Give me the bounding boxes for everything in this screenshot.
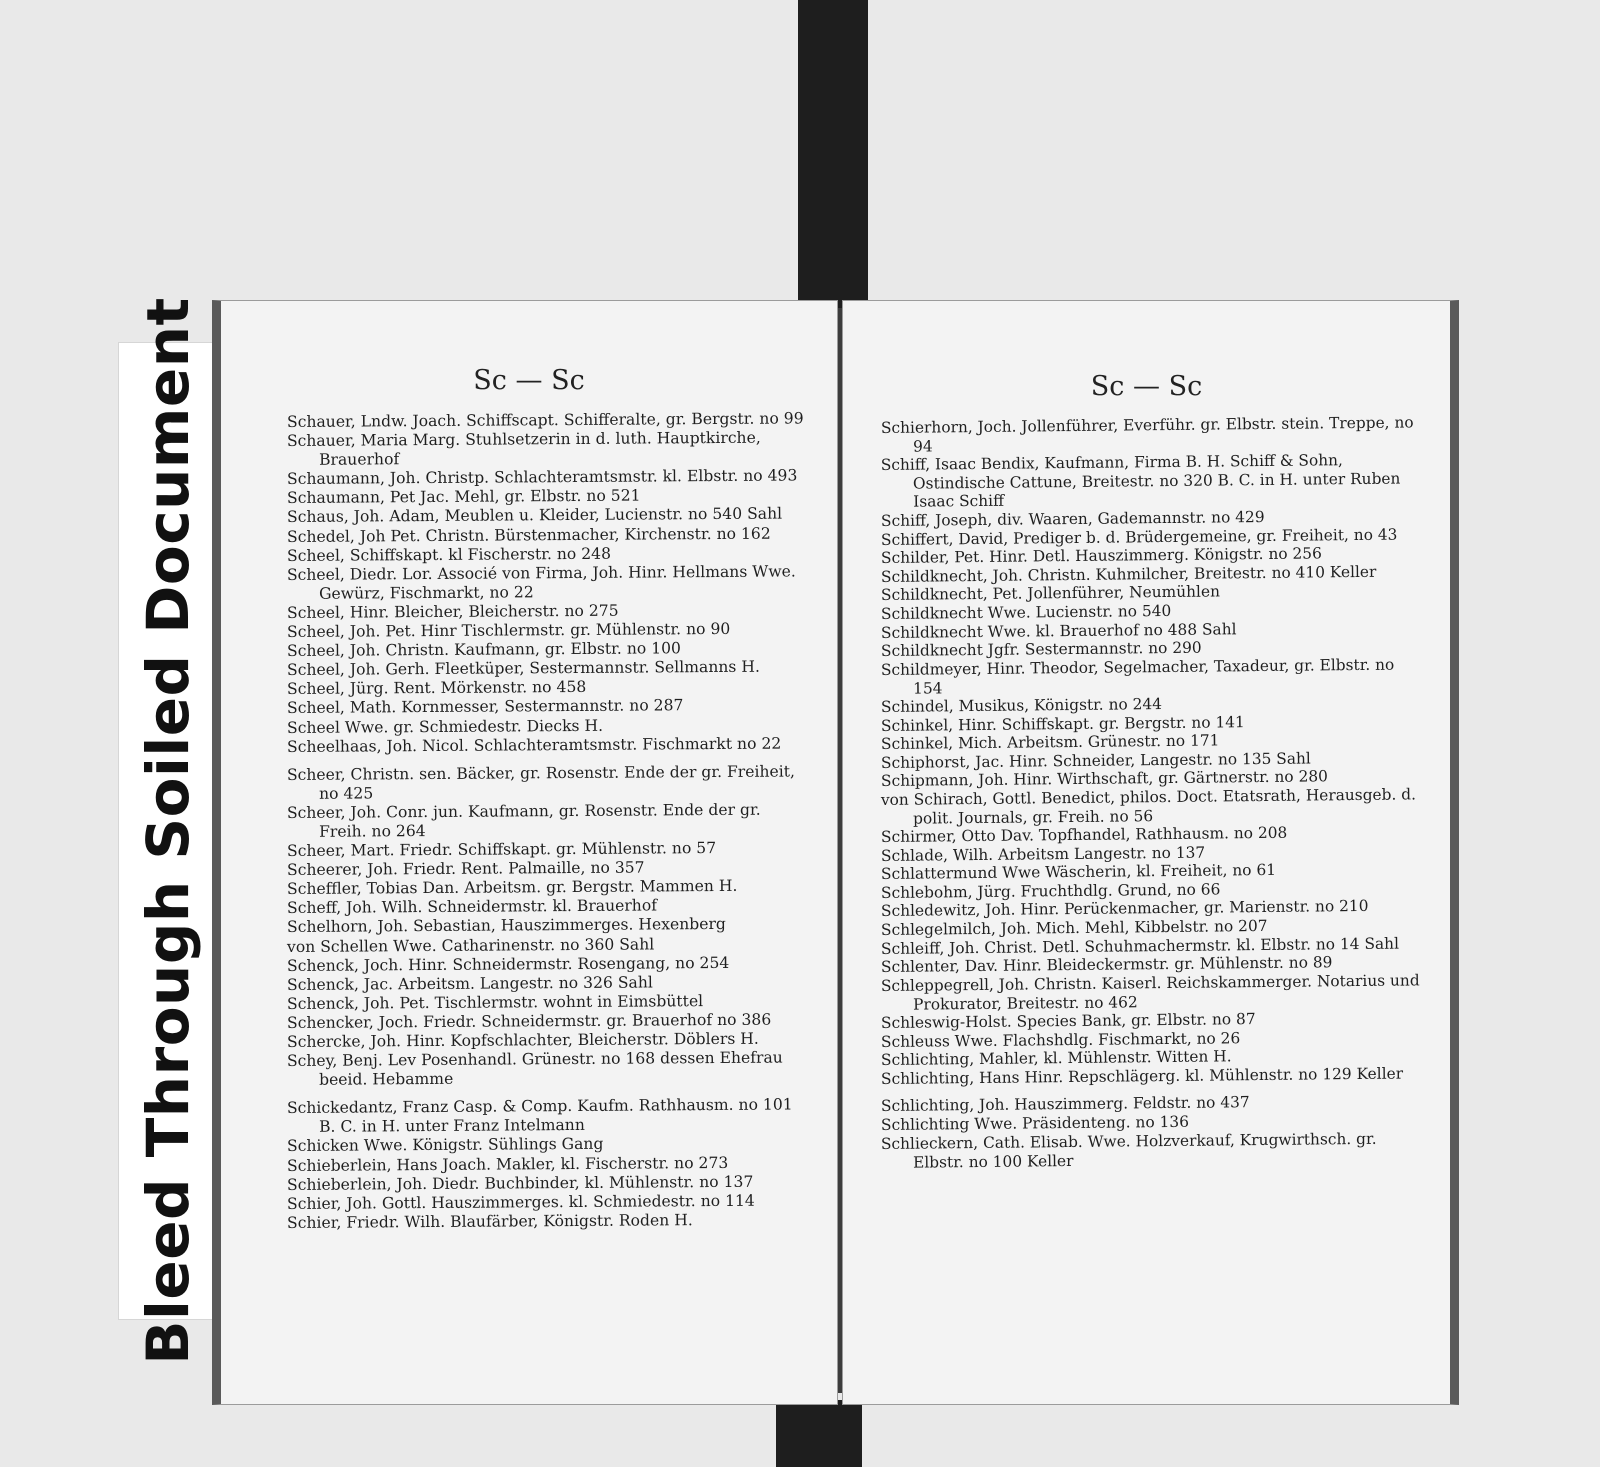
directory-entry: Schauer, Lndw. Joach. Schiffscapt. Schifferalte, gr. Bergstr. no 99	[286, 409, 804, 431]
directory-entry: Schildknecht Wwe. Lucienstr. no 540	[880, 601, 1172, 623]
directory-entry: Schlichting, Joh. Hauszimmerg. Feldstr. no 437	[880, 1093, 1250, 1116]
directory-entry: Schier, Joh. Gottl. Hauszimmerges. kl. Schmiedestr. no 114	[286, 1191, 755, 1213]
directory-entry: Schenck, Jac. Arbeitsm. Langestr. no 326 Sahl	[286, 973, 653, 994]
directory-entry: Schinkel, Mich. Arbeitsm. Grünestr. no 171	[880, 731, 1220, 754]
directory-entry: von Schirach, Gottl. Benedict, philos. Doct. Etatsrath, Herausgeb. d. polit. Journals, gr. Freih. no 56	[880, 785, 1417, 828]
directory-entry: Schaus, Joh. Adam, Meublen u. Kleider, Lucienstr. no 540 Sahl	[286, 505, 783, 527]
directory-entry: Schickedantz, Franz Casp. & Comp. Kaufm. Rathhausm. no 101 B. C. in H. unter Franz Intelmann	[286, 1095, 793, 1137]
right-page	[842, 300, 1459, 1405]
directory-entry: Schildknecht, Joh. Christn. Kuhmilcher, Breitestr. no 410 Keller	[880, 562, 1377, 586]
directory-entry: Schleuss Wwe. Flachshdlg. Fischmarkt, no 26	[880, 1028, 1241, 1051]
directory-entry: Scheel, Joh. Christn. Kaufmann, gr. Elbstr. no 100	[286, 639, 682, 661]
directory-entry: Schiphorst, Jac. Hinr. Schneider, Langestr. no 135 Sahl	[880, 749, 1311, 772]
directory-entry: Scheel, Schiffskapt. kl Fischerstr. no 248	[286, 544, 612, 565]
directory-entry: Schieberlein, Joh. Diedr. Buchbinder, kl. Mühlenstr. no 137	[286, 1172, 754, 1194]
directory-entry: Scheelhaas, Joh. Nicol. Schlachteramtsmstr. Fischmarkt no 22	[286, 734, 782, 756]
directory-entry: Schieberlein, Hans Joach. Makler, kl. Fischerstr. no 273	[286, 1153, 729, 1175]
directory-entry: Schiffert, David, Prediger b. d. Brüdergemeine, gr. Freiheit, no 43	[880, 525, 1398, 549]
directory-entry: Scheel, Joh. Pet. Hinr Tischlermstr. gr. Mühlenstr. no 90	[286, 619, 731, 642]
directory-entry: Schlichting Wwe. Präsidenteng. no 136	[880, 1112, 1190, 1134]
directory-entry: Schlichting, Mahler, kl. Mühlenstr. Witten H.	[880, 1047, 1232, 1070]
left-entry-list	[286, 409, 807, 1233]
directory-entry: Schildknecht, Pet. Jollenführer, Neumühlen	[880, 582, 1221, 605]
directory-entry: Schlegelmilch, Joh. Mich. Mehl, Kibbelstr. no 207	[880, 916, 1268, 940]
directory-entry: Schenck, Joh. Pet. Tischlermstr. wohnt in Eimsbüttel	[286, 991, 704, 1013]
directory-entry: Schleiff, Joh. Christ. Detl. Schuhmachermstr. kl. Elbstr. no 14 Sahl	[880, 934, 1400, 958]
directory-entry: Schleswig-Holst. Species Bank, gr. Elbstr. no 87	[880, 1010, 1256, 1032]
directory-entry: Scheel, Math. Kornmesser, Sestermannstr. no 287	[286, 696, 684, 718]
directory-entry: Schenck, Joch. Hinr. Schneidermstr. Rosengang, no 254	[286, 953, 730, 975]
directory-entry: Schaumann, Joh. Christp. Schlachteramtsmstr. kl. Elbstr. no 493	[286, 466, 798, 489]
directory-entry: Scheer, Mart. Friedr. Schiffskapt. gr. Mühlenstr. no 57	[286, 839, 717, 861]
right-page-header: Sc — Sc	[1090, 371, 1203, 402]
directory-entry: Scheer, Christn. sen. Bäcker, gr. Rosenstr. Ende der gr. Freiheit, no 425	[286, 762, 795, 803]
directory-entry: Schencker, Joch. Friedr. Schneidermstr. gr. Brauerhof no 386	[286, 1010, 772, 1032]
directory-entry: von Schellen Wwe. Catharinenstr. no 360 Sahl	[286, 934, 655, 956]
directory-entry: Scheer, Joh. Conr. jun. Kaufmann, gr. Rosenstr. Ende der gr. Freih. no 264	[286, 800, 761, 841]
directory-entry: Scheff, Joh. Wilh. Schneidermstr. kl. Brauerhof	[286, 896, 658, 918]
directory-entry: Schlade, Wilh. Arbeitsm Langestr. no 137	[880, 843, 1206, 865]
directory-entry: Schelhorn, Joh. Sebastian, Hauszimmerges. Hexenberg	[286, 915, 726, 937]
directory-entry: Scheerer, Joh. Friedr. Rent. Palmaille, no 357	[286, 858, 645, 880]
directory-entry: Scheel, Joh. Gerh. Fleetküper, Sestermannstr. Sellmanns H.	[286, 657, 760, 680]
directory-entry: Schlieckern, Cath. Elisab. Wwe. Holzverkauf, Krugwirthsch. gr. Elbstr. no 100 Keller	[880, 1129, 1377, 1171]
directory-entry: Schiff, Joseph, div. Waaren, Gademannstr. no 429	[880, 507, 1265, 530]
directory-entry: Schlattermund Wwe Wäscherin, kl. Freiheit, no 61	[880, 861, 1277, 884]
spine-strip-bottom	[776, 1400, 862, 1467]
directory-entry: Schedel, Joh Pet. Christn. Bürstenmacher, Kirchenstr. no 162	[286, 524, 771, 546]
directory-entry: Schlichting, Hans Hinr. Repschlägerg. kl. Mühlenstr. no 129 Keller	[880, 1064, 1404, 1088]
directory-entry: Schirmer, Otto Dav. Topfhandel, Rathhausm. no 208	[880, 823, 1288, 847]
directory-entry: Schicken Wwe. Königstr. Sühlings Gang	[286, 1135, 604, 1156]
book-spread	[212, 300, 1459, 1405]
directory-entry: Scheffler, Tobias Dan. Arbeitsm. gr. Bergstr. Mammen H.	[286, 877, 738, 899]
directory-entry: Scheel, Hinr. Bleicher, Bleicherstr. no 275	[286, 601, 619, 622]
directory-entry: Schierhorn, Joch. Jollenführer, Everführ. gr. Elbstr. stein. Treppe, no 94	[880, 413, 1414, 456]
directory-entry: Schercke, Joh. Hinr. Kopfschlachter, Bleicherstr. Döblers H.	[286, 1029, 759, 1051]
directory-entry: Schleppegrell, Joh. Christn. Kaiserl. Reichskammerger. Notarius und Prokurator, Breitestr. no 462	[880, 971, 1420, 1014]
directory-entry: Schlebohm, Jürg. Fruchthdlg. Grund, no 66	[880, 880, 1221, 902]
directory-entry: Schindel, Musikus, Königstr. no 244	[880, 694, 1163, 716]
directory-entry: Scheel, Diedr. Lor. Associé von Firma, Joh. Hinr. Hellmans Wwe. Gewürz, Fischmarkt, no 22	[286, 562, 796, 603]
directory-entry: Schilder, Pet. Hinr. Detl. Hauszimmerg. Königstr. no 256	[880, 544, 1322, 568]
directory-entry: Schaumann, Pet Jac. Mehl, gr. Elbstr. no 521	[286, 486, 641, 508]
right-entry-list	[880, 413, 1421, 1172]
directory-entry: Scheel, Jürg. Rent. Mörkenstr. no 458	[286, 678, 587, 699]
directory-entry: Schier, Friedr. Wilh. Blaufärber, Königstr. Roden H.	[286, 1211, 693, 1232]
directory-entry: Schlenter, Dav. Hinr. Bleideckermstr. gr. Mühlenstr. no 89	[880, 953, 1333, 977]
directory-entry: Schipmann, Joh. Hinr. Wirthschaft, gr. Gärtnerstr. no 280	[880, 767, 1329, 791]
directory-entry: Schildmeyer, Hinr. Theodor, Segelmacher, Taxadeur, gr. Elbstr. no 154	[880, 655, 1395, 697]
spine-strip-top	[798, 0, 868, 320]
directory-entry: Schildknecht Jgfr. Sestermannstr. no 290	[880, 638, 1202, 661]
directory-entry: Schinkel, Hinr. Schiffskapt. gr. Bergstr. no 141	[880, 712, 1245, 735]
directory-entry: Scheel Wwe. gr. Schmiedestr. Diecks H.	[286, 716, 604, 737]
side-label	[119, 297, 216, 1365]
directory-entry: Schildknecht Wwe. kl. Brauerhof no 488 Sahl	[880, 619, 1237, 642]
directory-entry: Schey, Benj. Lev Posenhandl. Grünestr. no 168 dessen Ehefrau beeid. Hebamme	[286, 1048, 783, 1089]
directory-entry: Schiff, Isaac Bendix, Kaufmann, Firma B. H. Schiff & Sohn, Ostindische Cattune, Breitestr. no 320 B. C. in H. unter Ruben Isaac Schiff	[880, 451, 1401, 512]
directory-entry: Schauer, Maria Marg. Stuhlsetzerin in d. luth. Hauptkirche, Brauerhof	[286, 428, 761, 469]
side-label-text: Bleed Through Soiled Document	[133, 297, 202, 1365]
directory-entry: Schledewitz, Joh. Hinr. Perückenmacher, gr. Marienstr. no 210	[880, 897, 1369, 921]
left-page-header: Sc — Sc	[473, 365, 585, 396]
left-page	[212, 300, 838, 1405]
